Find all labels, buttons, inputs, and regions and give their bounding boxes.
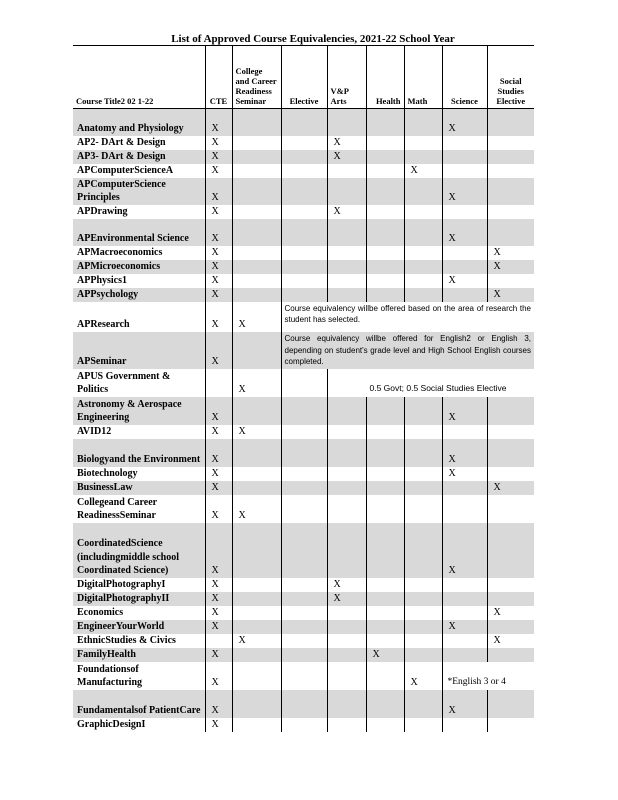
cell-elective <box>281 109 327 136</box>
cell-health <box>366 592 404 606</box>
cell-seminar <box>232 274 281 288</box>
cell-seminar <box>232 332 281 369</box>
course-title-cell: APComputerScience Principles <box>73 178 205 205</box>
table-row <box>73 592 534 606</box>
cell-cte: X <box>205 662 232 690</box>
table-row <box>73 523 534 578</box>
table-row <box>73 136 534 150</box>
cell-science: X <box>442 620 487 634</box>
cell-science <box>442 205 487 219</box>
cell-seminar <box>232 260 281 274</box>
cell-cte: X <box>205 648 232 662</box>
cell-health <box>366 606 404 620</box>
course-title-cell: Astronomy & Aerospace Engineering <box>73 397 205 425</box>
cell-elective <box>281 620 327 634</box>
course-title-cell: EthnicStudies & Civics <box>73 634 205 648</box>
cell-science: X <box>442 467 487 481</box>
cell-health <box>366 662 404 690</box>
cell-health <box>366 178 404 205</box>
table-row <box>73 164 534 178</box>
cell-cte: X <box>205 164 232 178</box>
cell-health <box>366 467 404 481</box>
cell-math <box>404 690 442 718</box>
table-body <box>73 109 534 732</box>
table-row <box>73 274 534 288</box>
cell-science <box>442 648 487 662</box>
cell-math: X <box>404 164 442 178</box>
cell-social <box>487 425 534 439</box>
cell-social: X <box>487 246 534 260</box>
cell-elective <box>281 495 327 523</box>
cell-cte: X <box>205 495 232 523</box>
table-row <box>73 620 534 634</box>
header-vp-arts: V&P Arts <box>327 46 366 109</box>
cell-seminar <box>232 397 281 425</box>
cell-science <box>442 136 487 150</box>
cell-cte: X <box>205 690 232 718</box>
table-row <box>73 302 534 332</box>
cell-social <box>487 274 534 288</box>
cell-science <box>442 481 487 495</box>
course-title-cell: APResearch <box>73 302 205 332</box>
cell-health <box>366 690 404 718</box>
cell-vpa <box>327 718 366 732</box>
cell-cte: X <box>205 592 232 606</box>
cell-elective <box>281 288 327 302</box>
cell-seminar <box>232 467 281 481</box>
cell-science: X <box>442 690 487 718</box>
table-row <box>73 219 534 246</box>
course-title-cell: AP3- DArt & Design <box>73 150 205 164</box>
table-row <box>73 467 534 481</box>
cell-health <box>366 481 404 495</box>
cell-math <box>404 620 442 634</box>
header-health: Health <box>366 46 404 109</box>
table-row <box>73 634 534 648</box>
cell-elective <box>281 606 327 620</box>
table-row <box>73 495 534 523</box>
cell-vpa <box>327 397 366 425</box>
cell-science <box>442 425 487 439</box>
document-title: List of Approved Course Equivalencies, 2021-22 School Year <box>171 33 455 45</box>
cell-seminar <box>232 150 281 164</box>
cell-math <box>404 288 442 302</box>
table-row <box>73 178 534 205</box>
cell-cte: X <box>205 578 232 592</box>
course-title-cell: APComputerScienceA <box>73 164 205 178</box>
cell-vpa <box>327 606 366 620</box>
header-science: Science <box>442 46 487 109</box>
cell-cte: X <box>205 219 232 246</box>
cell-math <box>404 718 442 732</box>
cell-science <box>442 718 487 732</box>
cell-math <box>404 178 442 205</box>
cell-health: X <box>366 648 404 662</box>
table-row <box>73 439 534 467</box>
cell-seminar <box>232 439 281 467</box>
cell-health <box>366 274 404 288</box>
cell-science <box>442 164 487 178</box>
cell-health <box>366 219 404 246</box>
cell-seminar <box>232 178 281 205</box>
cell-science: X <box>442 274 487 288</box>
cell-science: *English 3 or 4 <box>442 662 534 690</box>
cell-cte: X <box>205 288 232 302</box>
cell-seminar <box>232 288 281 302</box>
cell-health <box>366 523 404 578</box>
cell-cte: X <box>205 397 232 425</box>
header-social-studies: Social Studies Elective <box>487 46 534 109</box>
cell-seminar <box>232 718 281 732</box>
cell-elective <box>281 690 327 718</box>
table-row <box>73 109 534 136</box>
cell-cte: X <box>205 439 232 467</box>
cell-elective <box>281 648 327 662</box>
cell-science: X <box>442 439 487 467</box>
cell-math <box>404 246 442 260</box>
course-title-cell: APMicroeconomics <box>73 260 205 274</box>
cell-elective <box>281 150 327 164</box>
cell-elective <box>281 425 327 439</box>
cell-health <box>366 288 404 302</box>
cell-cte <box>205 369 232 397</box>
cell-cte: X <box>205 481 232 495</box>
cell-seminar <box>232 620 281 634</box>
course-title-cell: APPsychology <box>73 288 205 302</box>
cell-cte: X <box>205 302 232 332</box>
cell-seminar <box>232 246 281 260</box>
course-title-cell: Biotechnology <box>73 467 205 481</box>
cell-vpa <box>327 274 366 288</box>
cell-math <box>404 439 442 467</box>
cell-health <box>366 439 404 467</box>
header-elective: Elective <box>281 46 327 109</box>
cell-social: X <box>487 606 534 620</box>
cell-vpa: X <box>327 592 366 606</box>
cell-math <box>404 495 442 523</box>
cell-vpa: X <box>327 136 366 150</box>
cell-cte: X <box>205 260 232 274</box>
cell-elective <box>281 219 327 246</box>
header-ccr-seminar: College and Career Readiness Seminar <box>232 46 281 109</box>
course-title-cell: APSeminar <box>73 332 205 369</box>
cell-cte <box>205 634 232 648</box>
cell-math <box>404 205 442 219</box>
cell-health <box>366 164 404 178</box>
cell-math <box>404 274 442 288</box>
cell-health <box>366 150 404 164</box>
cell-science <box>442 288 487 302</box>
header-course-title: Course Title2 02 1-22 <box>73 46 205 109</box>
cell-vpa <box>327 495 366 523</box>
cell-math <box>404 260 442 274</box>
table-row <box>73 332 534 369</box>
table-row <box>73 150 534 164</box>
cell-elective <box>281 467 327 481</box>
cell-math <box>404 648 442 662</box>
course-title-cell: FamilyHealth <box>73 648 205 662</box>
cell-health <box>366 205 404 219</box>
cell-health <box>366 109 404 136</box>
cell-vpa: X <box>327 578 366 592</box>
course-title-cell: APDrawing <box>73 205 205 219</box>
cell-seminar <box>232 219 281 246</box>
note-cell: 0.5 Govt; 0.5 Social Studies Elective <box>327 369 534 397</box>
cell-cte: X <box>205 178 232 205</box>
cell-health <box>366 620 404 634</box>
cell-math <box>404 523 442 578</box>
cell-vpa <box>327 634 366 648</box>
cell-vpa <box>327 620 366 634</box>
cell-social: X <box>487 260 534 274</box>
cell-social <box>487 109 534 136</box>
cell-social <box>487 439 534 467</box>
cell-vpa <box>327 690 366 718</box>
cell-cte: X <box>205 205 232 219</box>
course-title-cell: AVID12 <box>73 425 205 439</box>
table-row <box>73 718 534 732</box>
cell-elective <box>281 578 327 592</box>
cell-vpa <box>327 178 366 205</box>
cell-social <box>487 136 534 150</box>
cell-seminar <box>232 523 281 578</box>
cell-cte: X <box>205 150 232 164</box>
cell-math <box>404 634 442 648</box>
cell-seminar <box>232 109 281 136</box>
cell-math <box>404 592 442 606</box>
cell-seminar: X <box>232 425 281 439</box>
cell-science: X <box>442 397 487 425</box>
cell-seminar: X <box>232 495 281 523</box>
cell-health <box>366 718 404 732</box>
cell-seminar <box>232 606 281 620</box>
cell-seminar <box>232 578 281 592</box>
cell-vpa <box>327 648 366 662</box>
cell-seminar <box>232 205 281 219</box>
table-row <box>73 288 534 302</box>
course-title-cell: APUS Government & Politics <box>73 369 205 397</box>
cell-social <box>487 397 534 425</box>
cell-elective <box>281 397 327 425</box>
table-row <box>73 690 534 718</box>
cell-social <box>487 690 534 718</box>
cell-elective <box>281 205 327 219</box>
course-title-cell: Anatomy and Physiology <box>73 109 205 136</box>
cell-cte: X <box>205 718 232 732</box>
cell-elective <box>281 718 327 732</box>
cell-math <box>404 109 442 136</box>
cell-cte: X <box>205 523 232 578</box>
cell-math <box>404 397 442 425</box>
cell-science: X <box>442 219 487 246</box>
table-row <box>73 425 534 439</box>
table-row <box>73 481 534 495</box>
course-title-cell: DigitalPhotographyI <box>73 578 205 592</box>
cell-social <box>487 467 534 481</box>
cell-seminar: X <box>232 302 281 332</box>
cell-cte: X <box>205 136 232 150</box>
cell-vpa <box>327 467 366 481</box>
equivalency-table <box>73 45 534 732</box>
course-title-cell: Biologyand the Environment <box>73 439 205 467</box>
table-row <box>73 648 534 662</box>
cell-vpa <box>327 164 366 178</box>
cell-social <box>487 495 534 523</box>
cell-elective <box>281 136 327 150</box>
cell-elective <box>281 246 327 260</box>
cell-elective <box>281 260 327 274</box>
cell-science: X <box>442 109 487 136</box>
course-title-cell: Collegeand Career ReadinessSeminar <box>73 495 205 523</box>
cell-social <box>487 205 534 219</box>
cell-social <box>487 578 534 592</box>
cell-elective <box>281 662 327 690</box>
cell-vpa <box>327 439 366 467</box>
course-title-cell: APPhysics1 <box>73 274 205 288</box>
cell-cte: X <box>205 246 232 260</box>
note-cell: Course equivalency willbe offered based on the area of research the student has selected. <box>281 302 534 332</box>
cell-health <box>366 397 404 425</box>
table-row <box>73 662 534 690</box>
cell-cte: X <box>205 109 232 136</box>
cell-health <box>366 425 404 439</box>
cell-vpa: X <box>327 150 366 164</box>
cell-vpa <box>327 246 366 260</box>
cell-seminar <box>232 136 281 150</box>
cell-seminar <box>232 648 281 662</box>
cell-vpa <box>327 219 366 246</box>
cell-seminar <box>232 690 281 718</box>
cell-elective <box>281 481 327 495</box>
course-title-cell: CoordinatedScience (includingmiddle school Coordinated Science) <box>73 523 205 578</box>
cell-science <box>442 578 487 592</box>
cell-seminar <box>232 662 281 690</box>
table-row <box>73 606 534 620</box>
cell-science <box>442 495 487 523</box>
cell-social <box>487 164 534 178</box>
cell-elective <box>281 439 327 467</box>
cell-elective <box>281 634 327 648</box>
cell-vpa: X <box>327 205 366 219</box>
cell-vpa <box>327 288 366 302</box>
cell-elective <box>281 592 327 606</box>
cell-math <box>404 219 442 246</box>
cell-seminar: X <box>232 369 281 397</box>
table-row <box>73 369 534 397</box>
cell-elective <box>281 369 327 397</box>
cell-cte: X <box>205 606 232 620</box>
cell-science <box>442 150 487 164</box>
cell-seminar: X <box>232 634 281 648</box>
cell-vpa <box>327 481 366 495</box>
course-title-cell: GraphicDesignI <box>73 718 205 732</box>
course-title-cell: Foundationsof Manufacturing <box>73 662 205 690</box>
cell-math: X <box>404 662 442 690</box>
cell-science <box>442 606 487 620</box>
cell-science <box>442 634 487 648</box>
cell-vpa <box>327 425 366 439</box>
cell-social <box>487 523 534 578</box>
cell-vpa <box>327 523 366 578</box>
table-row <box>73 578 534 592</box>
cell-health <box>366 260 404 274</box>
cell-math <box>404 150 442 164</box>
cell-elective <box>281 523 327 578</box>
cell-health <box>366 246 404 260</box>
cell-elective <box>281 274 327 288</box>
course-title-cell: APMacroeconomics <box>73 246 205 260</box>
cell-seminar <box>232 164 281 178</box>
course-title-cell: AP2- DArt & Design <box>73 136 205 150</box>
cell-seminar <box>232 481 281 495</box>
table-row <box>73 205 534 219</box>
cell-science: X <box>442 523 487 578</box>
cell-math <box>404 136 442 150</box>
cell-social <box>487 620 534 634</box>
cell-social <box>487 718 534 732</box>
table-row <box>73 260 534 274</box>
cell-seminar <box>232 592 281 606</box>
cell-cte: X <box>205 332 232 369</box>
cell-social: X <box>487 634 534 648</box>
table-row <box>73 397 534 425</box>
header-math: Math <box>404 46 442 109</box>
cell-math <box>404 481 442 495</box>
cell-math <box>404 425 442 439</box>
cell-cte: X <box>205 620 232 634</box>
cell-science: X <box>442 178 487 205</box>
cell-elective <box>281 164 327 178</box>
cell-social <box>487 150 534 164</box>
cell-math <box>404 578 442 592</box>
cell-vpa <box>327 662 366 690</box>
cell-health <box>366 136 404 150</box>
cell-math <box>404 606 442 620</box>
cell-cte: X <box>205 274 232 288</box>
cell-cte: X <box>205 467 232 481</box>
course-title-cell: BusinessLaw <box>73 481 205 495</box>
note-cell: Course equivalency willbe offered for English2 or English 3, depending on student's grade level and High School English courses completed. <box>281 332 534 369</box>
cell-math <box>404 467 442 481</box>
header-cte: CTE <box>205 46 232 109</box>
cell-vpa <box>327 260 366 274</box>
cell-social <box>487 178 534 205</box>
course-title-cell: DigitalPhotographyII <box>73 592 205 606</box>
cell-science <box>442 592 487 606</box>
cell-health <box>366 495 404 523</box>
cell-science <box>442 260 487 274</box>
cell-social: X <box>487 481 534 495</box>
course-title-cell: Fundamentalsof PatientCare <box>73 690 205 718</box>
cell-elective <box>281 178 327 205</box>
course-title-cell: Economics <box>73 606 205 620</box>
cell-social <box>487 219 534 246</box>
table-row <box>73 246 534 260</box>
cell-health <box>366 634 404 648</box>
cell-social <box>487 648 534 662</box>
cell-social <box>487 592 534 606</box>
cell-science <box>442 246 487 260</box>
cell-cte: X <box>205 425 232 439</box>
course-title-cell: EngineerYourWorld <box>73 620 205 634</box>
cell-social: X <box>487 288 534 302</box>
course-title-cell: APEnvironmental Science <box>73 219 205 246</box>
cell-health <box>366 578 404 592</box>
cell-vpa <box>327 109 366 136</box>
